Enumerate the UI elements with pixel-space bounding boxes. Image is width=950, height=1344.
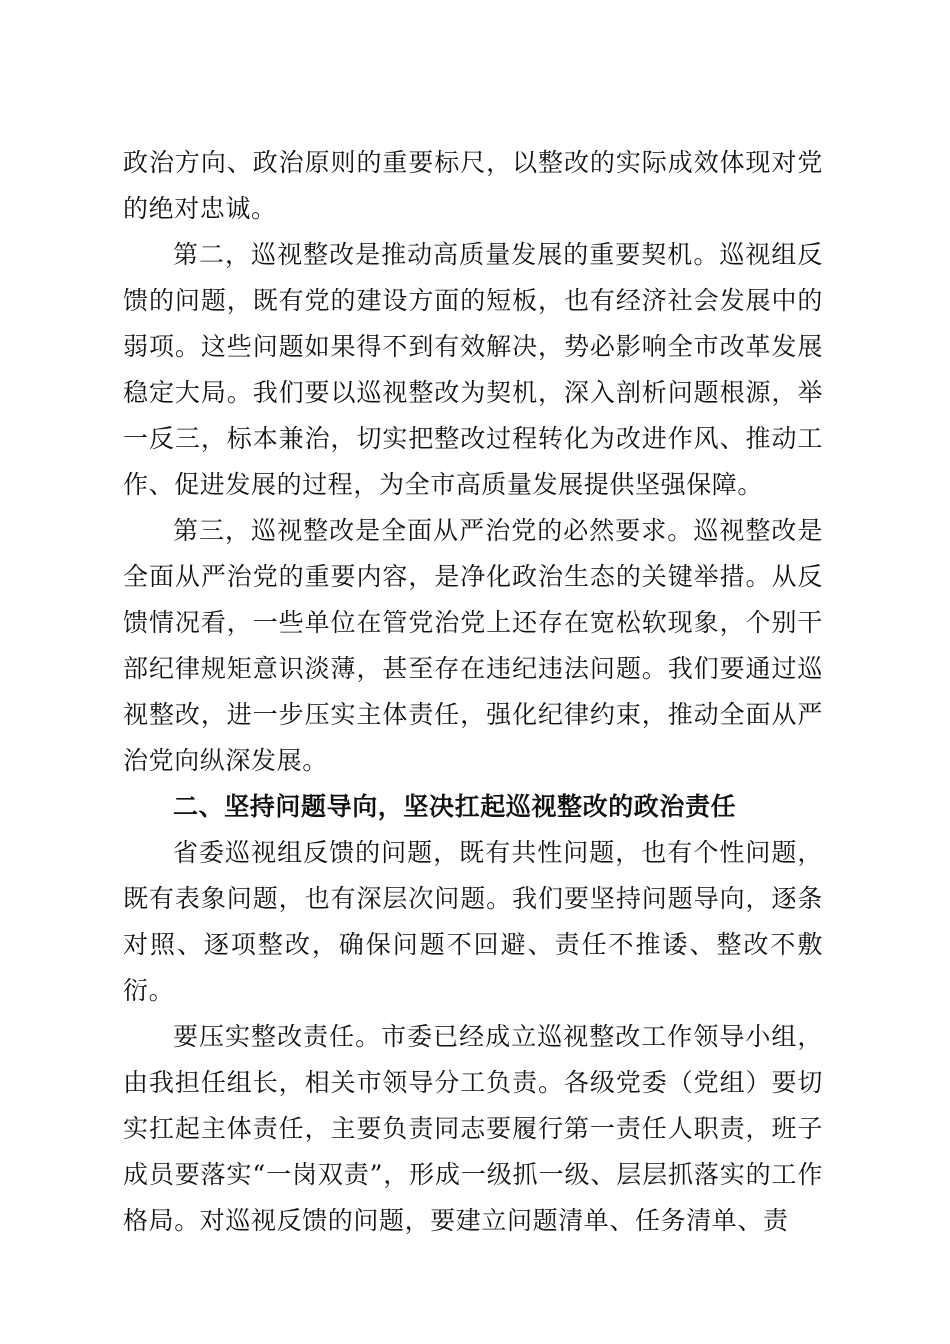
paragraph-continuation: 政治方向、政治原则的重要标尺，以整改的实际成效体现对党的绝对忠诚。 <box>123 148 823 223</box>
paragraph-problem-orientation: 省委巡视组反馈的问题，既有共性问题，也有个性问题，既有表象问题，也有深层次问题。我们要坚持问题导向，逐条对照、逐项整改，确保问题不回避、责任不推诿、整改不敷衍。 <box>123 838 823 1005</box>
section-heading-two: 二、坚持问题导向，坚决扛起巡视整改的政治责任 <box>173 792 737 821</box>
document-page <box>123 140 823 1244</box>
paragraph-third-point: 第三，巡视整改是全面从严治党的必然要求。巡视整改是全面从严治党的重要内容，是净化政治生态的关键举措。从反馈情况看，一些单位在管党治党上还存在宽松软现象，个别干部纪律规矩意识淡薄，甚至存在违纪违法问题。我们要通过巡视整改，进一步压实主体责任，强化纪律约束，推动全面从严治党向纵深发展。 <box>123 516 823 775</box>
paragraph-second-point: 第二，巡视整改是推动高质量发展的重要契机。巡视组反馈的问题，既有党的建设方面的短板，也有经济社会发展中的弱项。这些问题如果得不到有效解决，势必影响全市改革发展稳定大局。我们要以巡视整改为契机，深入剖析问题根源，举一反三，标本兼治，切实把整改过程转化为改进作风、推动工作、促进发展的过程，为全市高质量发展提供坚强保障。 <box>123 240 823 499</box>
paragraph-responsibility: 要压实整改责任。市委已经成立巡视整改工作领导小组，由我担任组长，相关市领导分工负责。各级党委（党组）要切实扛起主体责任，主要负责同志要履行第一责任人职责，班子成员要落实“一岗双责”，形成一级抓一级、层层抓落实的工作格局。对巡视反馈的问题，要建立问题清单、任务清单、责 <box>123 1022 823 1235</box>
